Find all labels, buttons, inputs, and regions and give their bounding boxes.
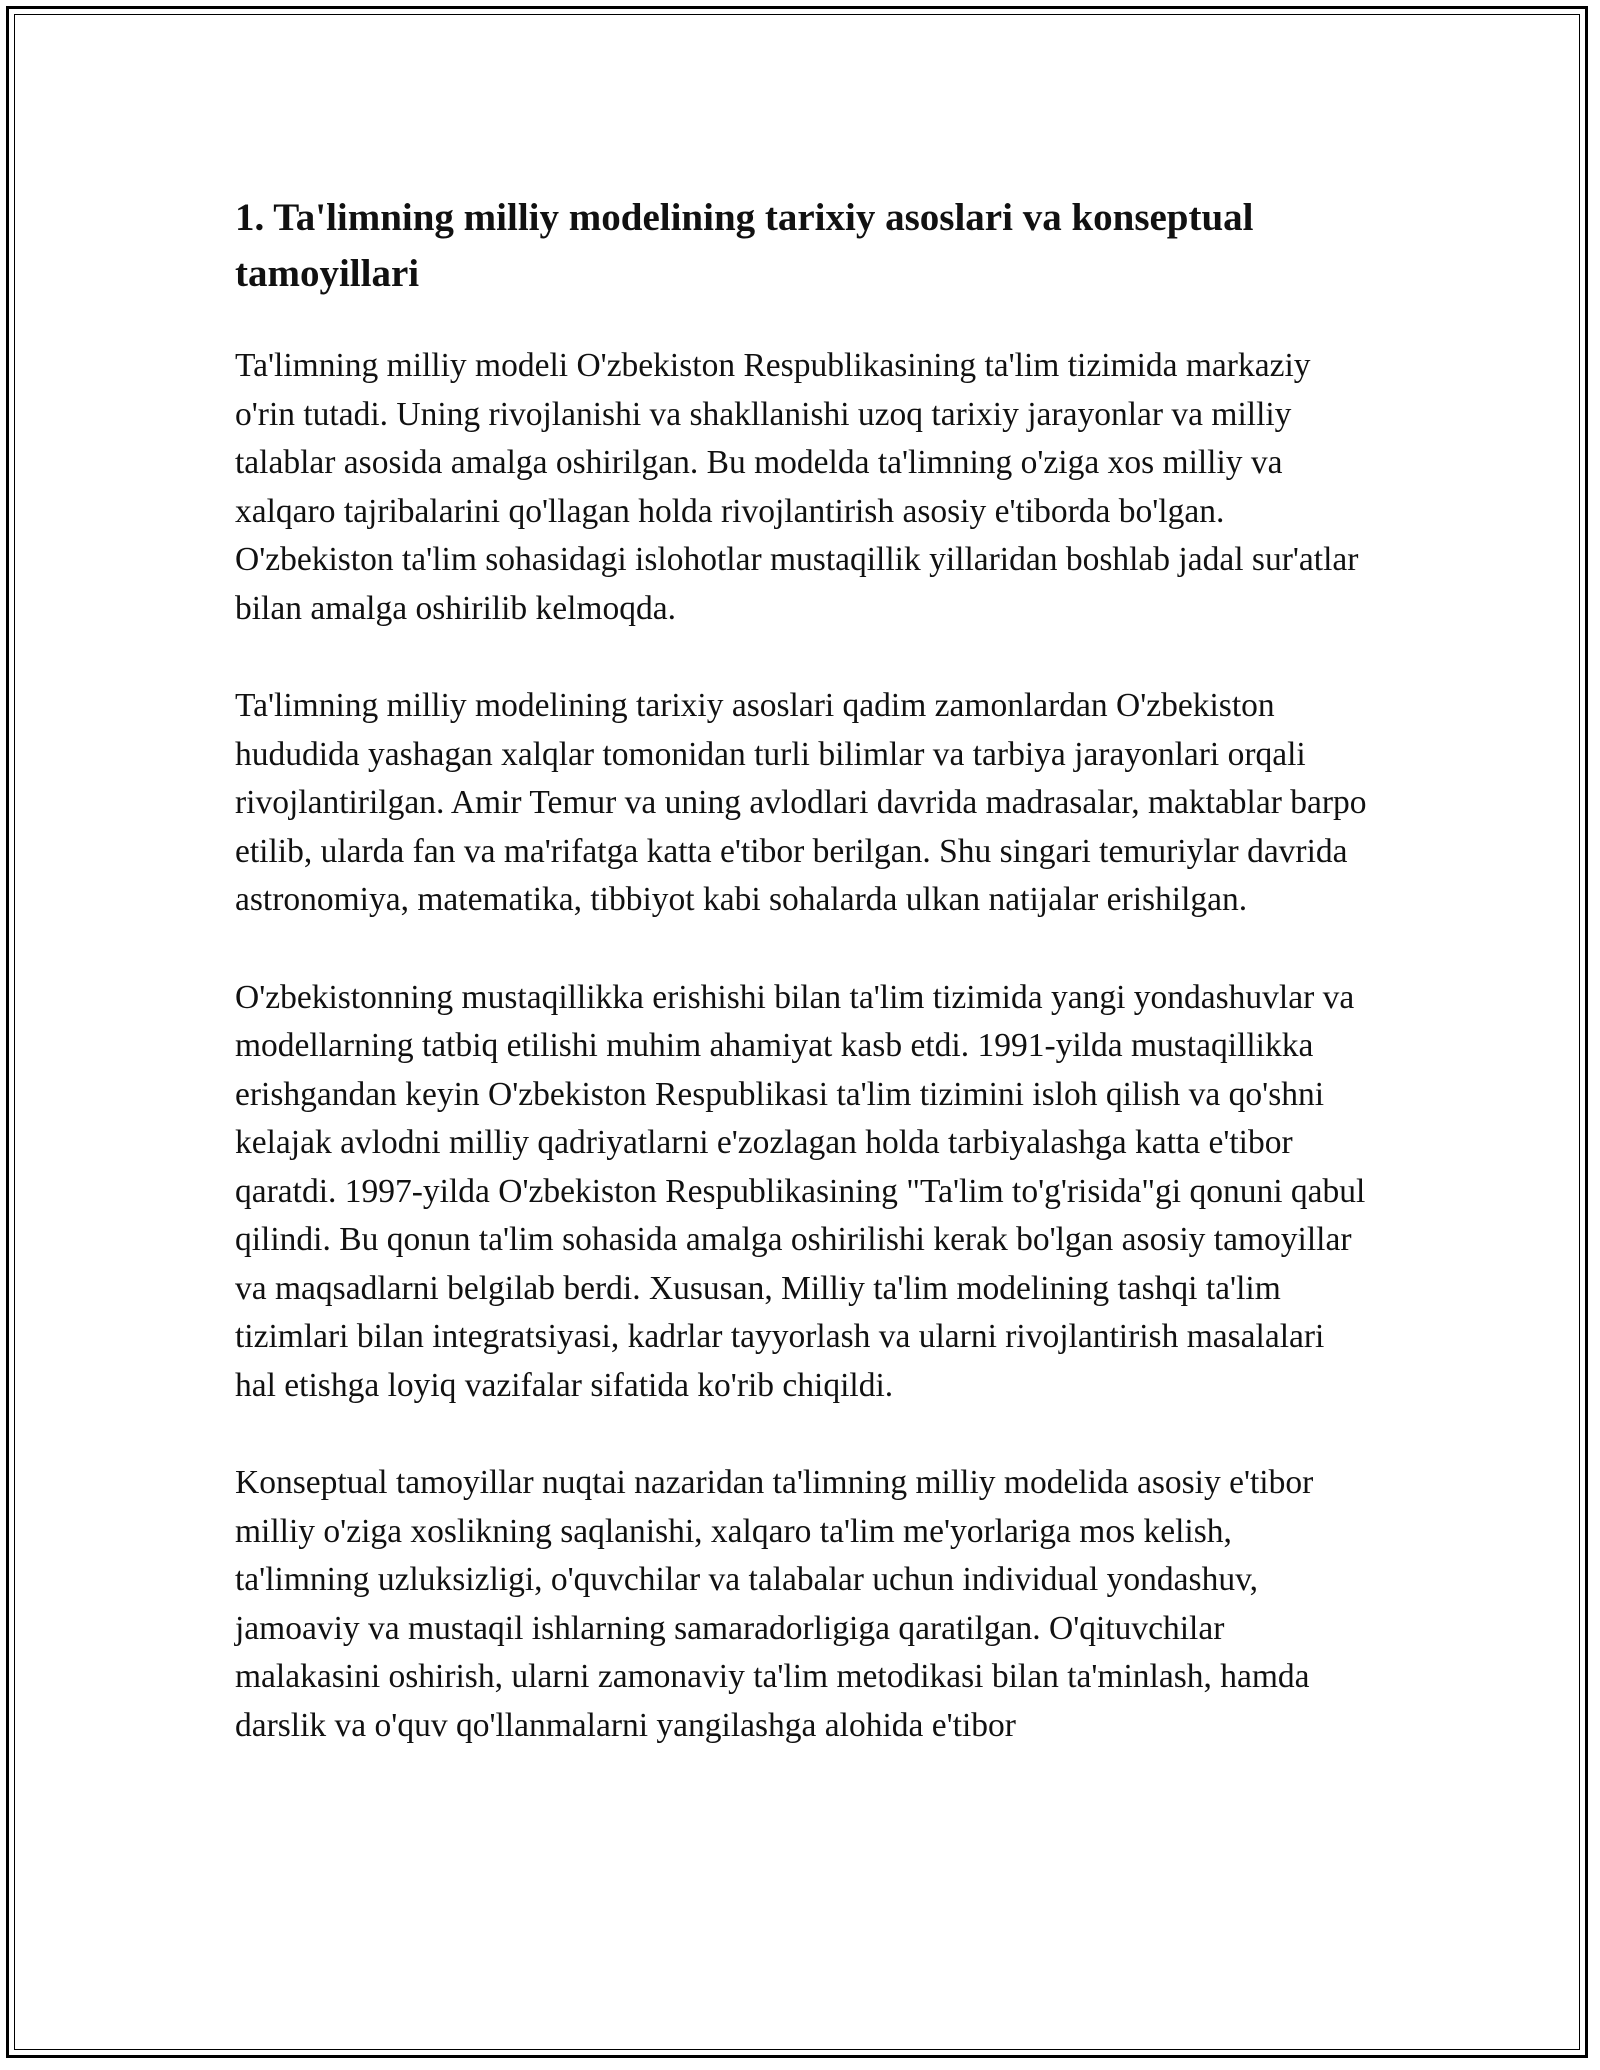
paragraph: Ta'limning milliy modelining tarixiy asoslari qadim zamonlardan O'zbekiston hududida yashagan xalqlar tomonidan turli bilimlar va tarbiya jarayonlari orqali rivojlantirilgan. Amir Temur va uning avlodlari davrida madrasalar, maktablar barpo etilib, ularda fan va ma'rifatga katta e'tibor berilgan. Shu singari temuriylar davrida astronomiya, matematika, tibbiyot kabi sohalarda ulkan natijalar erishilgan. [235, 687, 1367, 918]
paragraph: Konseptual tamoyillar nuqtai nazaridan ta'limning milliy modelida asosiy e'tibor milliy o'ziga xoslikning saqlanishi, xalqaro ta'lim me'yorlariga mos kelish, ta'limning uzluksizligi, o'quvchilar va talabalar uchun individual yondashuv, jamoaviy va mustaqil ishlarning samaradorligiga qaratilgan. O'qituvchilar malakasini oshirish, ularni zamonaviy ta'lim metodikasi bilan ta'minlash, hamda darslik va o'quv qo'llanmalarni yangilashga alohida e'tibor [235, 1464, 1314, 1744]
document-body [235, 190, 1370, 1799]
paragraph: O'zbekistonning mustaqillikka erishishi bilan ta'lim tizimida yangi yondashuvlar va modellarning tatbiq etilishi muhim ahamiyat kasb etdi. 1991-yilda mustaqillikka erishgandan keyin O'zbekiston Respublikasi ta'lim tizimini isloh qilish va qo'shni kelajak avlodni milliy qadriyatlarni e'zozlagan holda tarbiyalashga katta e'tibor qaratdi. 1997-yilda O'zbekiston Respublikasining "Ta'lim to'g'risida"gi qonuni qabul qilindi. Bu qonun ta'lim sohasida amalga oshirilishi kerak bo'lgan asosiy tamoyillar va maqsadlarni belgilab berdi. Xususan, Milliy ta'lim modelining tashqi ta'lim tizimlari bilan integratsiyasi, kadrlar tayyorlash va ularni rivojlantirish masalalari hal etishga loyiq vazifalar sifatida ko'rib chiqildi. [235, 978, 1366, 1404]
section-heading: 1. Ta'limning milliy modelining tarixiy asoslari va konseptual tamoyillari [235, 196, 1254, 295]
paragraph: Ta'limning milliy modeli O'zbekiston Respublikasining ta'lim tizimida markaziy o'rin tutadi. Uning rivojlanishi va shakllanishi uzoq tarixiy jarayonlar va milliy talablar asosida amalga oshirilgan. Bu modelda ta'limning o'ziga xos milliy va xalqaro tajribalarini qo'llagan holda rivojlantirish asosiy e'tiborda bo'lgan. O'zbekiston ta'lim sohasidagi islohotlar mustaqillik yillaridan boshlab jadal sur'atlar bilan amalga oshirilib kelmoqda. [235, 347, 1359, 627]
